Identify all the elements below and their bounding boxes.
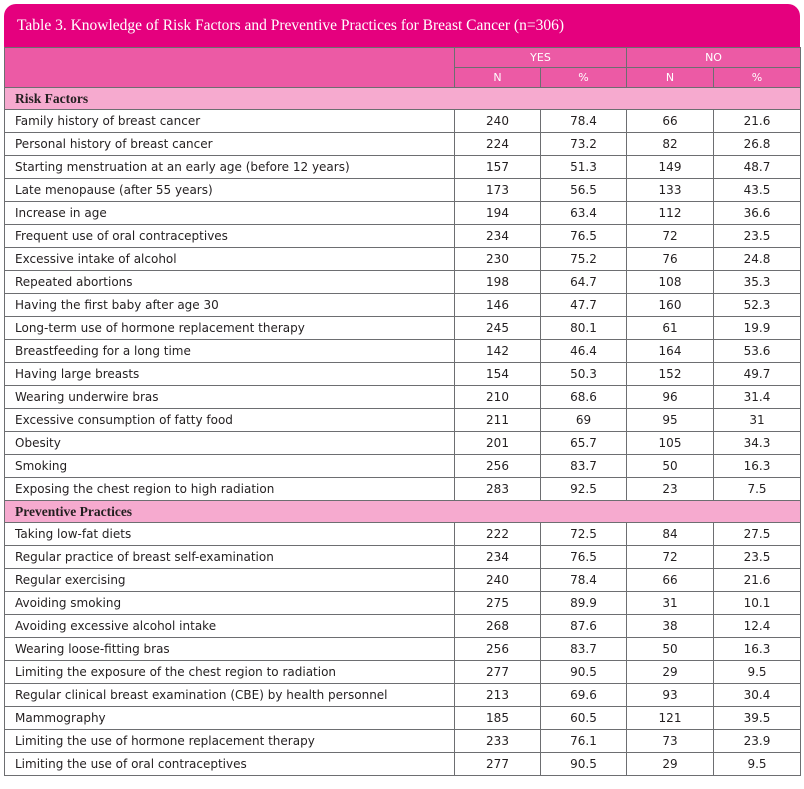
no-pct-cell: 21.6	[714, 110, 801, 133]
yes-n-cell: 201	[455, 432, 541, 455]
no-n-cell: 149	[627, 156, 714, 179]
row-label: Exposing the chest region to high radiation	[5, 478, 455, 501]
header-group-no: NO	[627, 48, 801, 68]
no-n-cell: 73	[627, 730, 714, 753]
no-n-cell: 82	[627, 133, 714, 156]
no-n-cell: 133	[627, 179, 714, 202]
table-row	[5, 133, 801, 156]
no-pct-cell: 16.3	[714, 638, 801, 661]
table-row	[5, 271, 801, 294]
no-n-cell: 29	[627, 661, 714, 684]
header-yes-pct: %	[541, 68, 627, 88]
no-pct-cell: 52.3	[714, 294, 801, 317]
yes-n-cell: 154	[455, 363, 541, 386]
no-pct-cell: 24.8	[714, 248, 801, 271]
yes-pct-cell: 51.3	[541, 156, 627, 179]
header-no-n: N	[627, 68, 714, 88]
row-label: Having the first baby after age 30	[5, 294, 455, 317]
no-n-cell: 160	[627, 294, 714, 317]
no-pct-cell: 39.5	[714, 707, 801, 730]
yes-pct-cell: 72.5	[541, 523, 627, 546]
no-pct-cell: 48.7	[714, 156, 801, 179]
no-pct-cell: 16.3	[714, 455, 801, 478]
table-row	[5, 523, 801, 546]
data-table	[4, 47, 801, 776]
yes-n-cell: 194	[455, 202, 541, 225]
yes-n-cell: 213	[455, 684, 541, 707]
header-yes-n: N	[455, 68, 541, 88]
yes-pct-cell: 64.7	[541, 271, 627, 294]
header-group-yes: YES	[455, 48, 627, 68]
yes-n-cell: 142	[455, 340, 541, 363]
table-row	[5, 110, 801, 133]
yes-n-cell: 268	[455, 615, 541, 638]
yes-n-cell: 256	[455, 455, 541, 478]
table-row	[5, 248, 801, 271]
table-row	[5, 202, 801, 225]
no-n-cell: 66	[627, 569, 714, 592]
no-pct-cell: 31.4	[714, 386, 801, 409]
table-body	[5, 88, 801, 776]
yes-n-cell: 233	[455, 730, 541, 753]
table-row	[5, 340, 801, 363]
table-row	[5, 546, 801, 569]
table-row	[5, 638, 801, 661]
no-pct-cell: 31	[714, 409, 801, 432]
yes-n-cell: 275	[455, 592, 541, 615]
table-title: Table 3. Knowledge of Risk Factors and Preventive Practices for Breast Cancer (n=306)	[4, 4, 800, 47]
table-row	[5, 317, 801, 340]
yes-n-cell: 224	[455, 133, 541, 156]
yes-pct-cell: 78.4	[541, 569, 627, 592]
header-no-pct: %	[714, 68, 801, 88]
yes-n-cell: 277	[455, 661, 541, 684]
row-label: Limiting the use of hormone replacement therapy	[5, 730, 455, 753]
no-pct-cell: 23.5	[714, 546, 801, 569]
yes-pct-cell: 78.4	[541, 110, 627, 133]
no-pct-cell: 7.5	[714, 478, 801, 501]
row-label: Regular clinical breast examination (CBE) by health personnel	[5, 684, 455, 707]
no-pct-cell: 23.5	[714, 225, 801, 248]
yes-pct-cell: 76.1	[541, 730, 627, 753]
table-row	[5, 386, 801, 409]
no-n-cell: 93	[627, 684, 714, 707]
no-n-cell: 23	[627, 478, 714, 501]
row-label: Late menopause (after 55 years)	[5, 179, 455, 202]
yes-n-cell: 210	[455, 386, 541, 409]
yes-n-cell: 283	[455, 478, 541, 501]
no-n-cell: 152	[627, 363, 714, 386]
table-row	[5, 661, 801, 684]
row-label: Having large breasts	[5, 363, 455, 386]
yes-pct-cell: 50.3	[541, 363, 627, 386]
row-label: Excessive intake of alcohol	[5, 248, 455, 271]
no-n-cell: 164	[627, 340, 714, 363]
no-n-cell: 72	[627, 225, 714, 248]
row-label: Long-term use of hormone replacement therapy	[5, 317, 455, 340]
table-row	[5, 455, 801, 478]
row-label: Excessive consumption of fatty food	[5, 409, 455, 432]
section-title: Preventive Practices	[5, 501, 801, 523]
no-pct-cell: 30.4	[714, 684, 801, 707]
no-pct-cell: 23.9	[714, 730, 801, 753]
yes-pct-cell: 68.6	[541, 386, 627, 409]
yes-pct-cell: 87.6	[541, 615, 627, 638]
yes-n-cell: 211	[455, 409, 541, 432]
yes-pct-cell: 83.7	[541, 455, 627, 478]
yes-pct-cell: 92.5	[541, 478, 627, 501]
no-n-cell: 108	[627, 271, 714, 294]
no-n-cell: 66	[627, 110, 714, 133]
yes-n-cell: 222	[455, 523, 541, 546]
row-label: Frequent use of oral contraceptives	[5, 225, 455, 248]
yes-pct-cell: 46.4	[541, 340, 627, 363]
yes-n-cell: 256	[455, 638, 541, 661]
no-pct-cell: 9.5	[714, 753, 801, 776]
row-label: Wearing underwire bras	[5, 386, 455, 409]
no-pct-cell: 9.5	[714, 661, 801, 684]
yes-n-cell: 234	[455, 225, 541, 248]
table-row	[5, 753, 801, 776]
table-row	[5, 615, 801, 638]
yes-pct-cell: 73.2	[541, 133, 627, 156]
yes-pct-cell: 90.5	[541, 753, 627, 776]
row-label: Obesity	[5, 432, 455, 455]
header-label-empty	[5, 48, 455, 88]
no-n-cell: 72	[627, 546, 714, 569]
row-label: Personal history of breast cancer	[5, 133, 455, 156]
row-label: Limiting the use of oral contraceptives	[5, 753, 455, 776]
row-label: Regular practice of breast self-examination	[5, 546, 455, 569]
yes-pct-cell: 83.7	[541, 638, 627, 661]
no-pct-cell: 21.6	[714, 569, 801, 592]
row-label: Avoiding smoking	[5, 592, 455, 615]
no-pct-cell: 12.4	[714, 615, 801, 638]
yes-n-cell: 234	[455, 546, 541, 569]
no-n-cell: 29	[627, 753, 714, 776]
no-n-cell: 50	[627, 455, 714, 478]
table-row	[5, 179, 801, 202]
no-n-cell: 38	[627, 615, 714, 638]
yes-n-cell: 173	[455, 179, 541, 202]
yes-n-cell: 198	[455, 271, 541, 294]
yes-pct-cell: 47.7	[541, 294, 627, 317]
row-label: Family history of breast cancer	[5, 110, 455, 133]
no-n-cell: 84	[627, 523, 714, 546]
table-row	[5, 432, 801, 455]
table-row	[5, 409, 801, 432]
no-pct-cell: 27.5	[714, 523, 801, 546]
no-pct-cell: 19.9	[714, 317, 801, 340]
yes-pct-cell: 89.9	[541, 592, 627, 615]
no-n-cell: 112	[627, 202, 714, 225]
section-header-row	[5, 501, 801, 523]
yes-pct-cell: 90.5	[541, 661, 627, 684]
row-label: Breastfeeding for a long time	[5, 340, 455, 363]
no-n-cell: 31	[627, 592, 714, 615]
row-label: Limiting the exposure of the chest region to radiation	[5, 661, 455, 684]
row-label: Mammography	[5, 707, 455, 730]
yes-n-cell: 146	[455, 294, 541, 317]
yes-n-cell: 230	[455, 248, 541, 271]
no-pct-cell: 43.5	[714, 179, 801, 202]
section-header-row	[5, 88, 801, 110]
yes-pct-cell: 80.1	[541, 317, 627, 340]
no-n-cell: 105	[627, 432, 714, 455]
no-n-cell: 121	[627, 707, 714, 730]
section-title: Risk Factors	[5, 88, 801, 110]
no-n-cell: 50	[627, 638, 714, 661]
no-pct-cell: 34.3	[714, 432, 801, 455]
yes-n-cell: 245	[455, 317, 541, 340]
yes-n-cell: 240	[455, 110, 541, 133]
no-pct-cell: 26.8	[714, 133, 801, 156]
yes-pct-cell: 56.5	[541, 179, 627, 202]
table-row	[5, 225, 801, 248]
yes-n-cell: 277	[455, 753, 541, 776]
no-n-cell: 95	[627, 409, 714, 432]
table-row	[5, 294, 801, 317]
no-n-cell: 61	[627, 317, 714, 340]
no-pct-cell: 10.1	[714, 592, 801, 615]
no-n-cell: 76	[627, 248, 714, 271]
yes-n-cell: 185	[455, 707, 541, 730]
table-row	[5, 478, 801, 501]
yes-pct-cell: 69.6	[541, 684, 627, 707]
table-row	[5, 707, 801, 730]
row-label: Increase in age	[5, 202, 455, 225]
row-label: Wearing loose-fitting bras	[5, 638, 455, 661]
table-row	[5, 569, 801, 592]
row-label: Smoking	[5, 455, 455, 478]
no-pct-cell: 53.6	[714, 340, 801, 363]
yes-pct-cell: 65.7	[541, 432, 627, 455]
no-pct-cell: 35.3	[714, 271, 801, 294]
table-row	[5, 592, 801, 615]
yes-n-cell: 157	[455, 156, 541, 179]
no-pct-cell: 49.7	[714, 363, 801, 386]
row-label: Regular exercising	[5, 569, 455, 592]
header-row-groups	[5, 48, 801, 68]
yes-pct-cell: 75.2	[541, 248, 627, 271]
row-label: Taking low-fat diets	[5, 523, 455, 546]
table-row	[5, 730, 801, 753]
yes-pct-cell: 76.5	[541, 225, 627, 248]
yes-n-cell: 240	[455, 569, 541, 592]
yes-pct-cell: 76.5	[541, 546, 627, 569]
row-label: Starting menstruation at an early age (before 12 years)	[5, 156, 455, 179]
row-label: Repeated abortions	[5, 271, 455, 294]
table-row	[5, 156, 801, 179]
yes-pct-cell: 69	[541, 409, 627, 432]
yes-pct-cell: 63.4	[541, 202, 627, 225]
table-row	[5, 363, 801, 386]
row-label: Avoiding excessive alcohol intake	[5, 615, 455, 638]
table-row	[5, 684, 801, 707]
no-pct-cell: 36.6	[714, 202, 801, 225]
yes-pct-cell: 60.5	[541, 707, 627, 730]
no-n-cell: 96	[627, 386, 714, 409]
